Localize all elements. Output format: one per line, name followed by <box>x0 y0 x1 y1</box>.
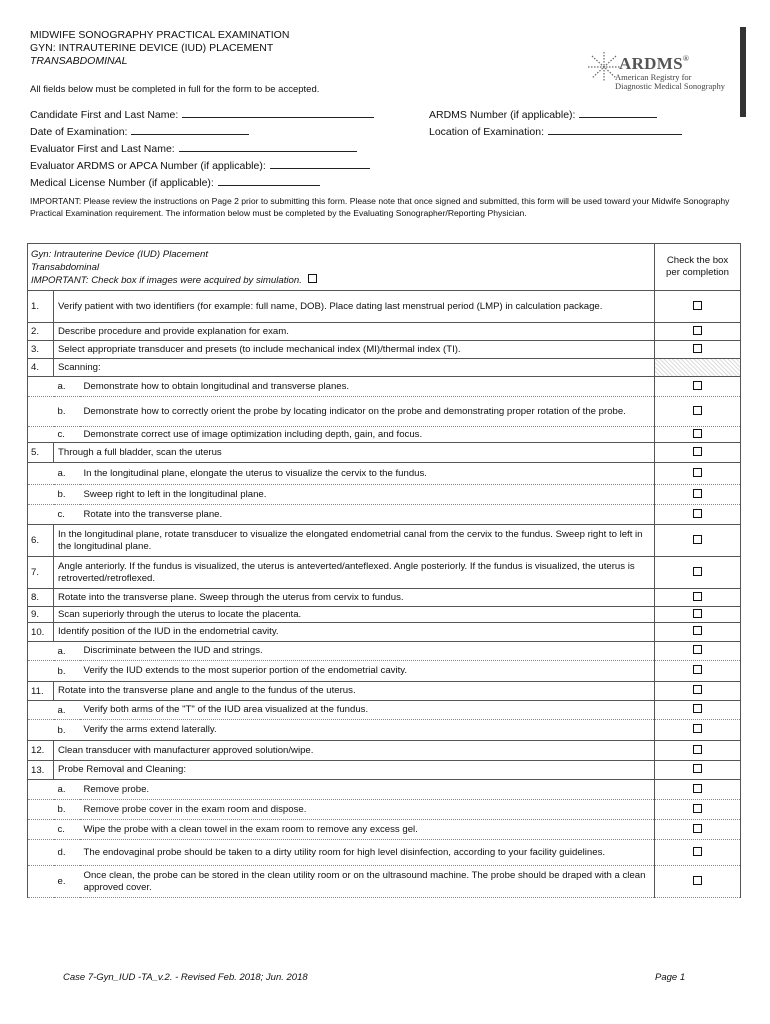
sub-step-letter: a. <box>54 377 80 397</box>
completion-checkbox[interactable] <box>693 509 702 518</box>
check-cell <box>655 443 741 463</box>
indent-cell <box>28 800 54 820</box>
sub-step-row <box>28 720 741 741</box>
step-row <box>28 323 741 341</box>
completion-checkbox[interactable] <box>693 685 702 694</box>
check-cell <box>655 701 741 720</box>
step-number: 8. <box>28 589 54 607</box>
indent-cell <box>28 505 54 525</box>
step-text: Probe Removal and Cleaning: <box>54 761 655 780</box>
sub-step-letter: c. <box>54 820 80 840</box>
step-number: 5. <box>28 443 54 463</box>
sub-step-row <box>28 780 741 800</box>
check-cell <box>655 485 741 505</box>
simulation-checkbox[interactable] <box>308 274 317 283</box>
completion-checkbox[interactable] <box>693 326 702 335</box>
step-row <box>28 761 741 780</box>
sub-step-text: Wipe the probe with a clean towel in the exam room to remove any excess gel. <box>80 820 655 840</box>
completion-checkbox[interactable] <box>693 704 702 713</box>
step-row <box>28 525 741 557</box>
check-cell <box>655 377 741 397</box>
step-number: 4. <box>28 359 54 377</box>
completion-checkbox[interactable] <box>693 381 702 390</box>
indent-cell <box>28 397 54 427</box>
sub-step-row <box>28 397 741 427</box>
check-cell <box>655 291 741 323</box>
check-cell <box>655 800 741 820</box>
sub-step-letter: e. <box>54 866 80 898</box>
edge-bar <box>740 27 746 117</box>
indent-cell <box>28 485 54 505</box>
check-cell <box>655 341 741 359</box>
step-text: Describe procedure and provide explanation for exam. <box>54 323 655 341</box>
step-text: Verify patient with two identifiers (for example: full name, DOB). Place dating last menstrual period (LMP) in calculation package. <box>54 291 655 323</box>
indent-cell <box>28 377 54 397</box>
sub-step-row <box>28 505 741 525</box>
sub-step-row <box>28 485 741 505</box>
step-text: Scanning: <box>54 359 655 377</box>
sub-step-letter: a. <box>54 780 80 800</box>
step-row <box>28 589 741 607</box>
check-cell <box>655 463 741 485</box>
step-text: Angle anteriorly. If the fundus is visualized, the uterus is anteverted/anteflexed. Angle posteriorly. If the fundus is visualized, the uterus is retroverted/retroflexed. <box>54 557 655 589</box>
check-column-header: Check the box per completion <box>655 244 741 291</box>
sub-step-row <box>28 377 741 397</box>
check-cell <box>655 866 741 898</box>
completion-checkbox[interactable] <box>693 645 702 654</box>
sub-step-letter: c. <box>54 505 80 525</box>
step-number: 11. <box>28 682 54 701</box>
step-text: Select appropriate transducer and presets (to include mechanical index (MI)/thermal index (TI). <box>54 341 655 359</box>
completion-checkbox[interactable] <box>693 468 702 477</box>
step-text: Identify position of the IUD in the endometrial cavity. <box>54 623 655 642</box>
sub-step-text: Demonstrate how to obtain longitudinal and transverse planes. <box>80 377 655 397</box>
indent-cell <box>28 463 54 485</box>
logo-sub-1: American Registry for <box>615 72 692 82</box>
step-number: 7. <box>28 557 54 589</box>
page-number: Page 1 <box>655 972 686 983</box>
sub-step-text: Verify both arms of the "T" of the IUD area visualized at the fundus. <box>80 701 655 720</box>
sub-step-letter: b. <box>54 800 80 820</box>
indent-cell <box>28 661 54 682</box>
check-cell <box>655 505 741 525</box>
completion-checkbox[interactable] <box>693 489 702 498</box>
sub-step-row <box>28 642 741 661</box>
sub-step-row <box>28 840 741 866</box>
step-number: 10. <box>28 623 54 642</box>
logo-sub-2: Diagnostic Medical Sonography <box>615 81 726 91</box>
indent-cell <box>28 720 54 741</box>
license-field[interactable]: Medical License Number (if applicable): <box>30 175 320 189</box>
completion-checkbox[interactable] <box>693 406 702 415</box>
completion-checkbox[interactable] <box>693 724 702 733</box>
sub-step-text: Once clean, the probe can be stored in the clean utility room or on the ultrasound machine. The probe should be draped with a clean approved cover. <box>80 866 655 898</box>
sub-step-text: Demonstrate correct use of image optimization including depth, gain, and focus. <box>80 427 655 443</box>
step-text: Through a full bladder, scan the uterus <box>54 443 655 463</box>
simulation-note: IMPORTANT: Check box if images were acquired by simulation. <box>31 274 302 286</box>
step-text: Rotate into the transverse plane. Sweep through the uterus from cervix to fundus. <box>54 589 655 607</box>
sub-step-row <box>28 701 741 720</box>
sub-step-text: Sweep right to left in the longitudinal plane. <box>80 485 655 505</box>
step-number: 13. <box>28 761 54 780</box>
step-number: 12. <box>28 741 54 761</box>
check-cell <box>655 661 741 682</box>
procedure-checklist <box>27 243 741 898</box>
step-row <box>28 359 741 377</box>
indent-cell <box>28 780 54 800</box>
step-text: Rotate into the transverse plane and angle to the fundus of the uterus. <box>54 682 655 701</box>
sub-step-text: Verify the arms extend laterally. <box>80 720 655 741</box>
sub-step-text: Demonstrate how to correctly orient the probe by locating indicator on the probe and demonstrating proper rotation of the probe. <box>80 397 655 427</box>
check-cell <box>655 623 741 642</box>
indent-cell <box>28 642 54 661</box>
completion-checkbox[interactable] <box>693 804 702 813</box>
step-text: Clean transducer with manufacturer approved solution/wipe. <box>54 741 655 761</box>
completion-checkbox[interactable] <box>693 626 702 635</box>
check-cell <box>655 780 741 800</box>
sub-step-row <box>28 820 741 840</box>
sub-step-row <box>28 427 741 443</box>
check-cell <box>655 397 741 427</box>
sub-step-letter: b. <box>54 397 80 427</box>
footer-revision: Case 7-Gyn_IUD -TA_v.2. - Revised Feb. 2018; Jun. 2018 <box>63 972 308 983</box>
sub-step-text: Verify the IUD extends to the most superior portion of the endometrial cavity. <box>80 661 655 682</box>
step-number: 2. <box>28 323 54 341</box>
completion-checkbox[interactable] <box>693 344 702 353</box>
indent-cell <box>28 866 54 898</box>
check-cell-disabled <box>655 359 741 377</box>
step-row <box>28 291 741 323</box>
indent-cell <box>28 840 54 866</box>
location-field[interactable]: Location of Examination: <box>429 124 682 138</box>
evaluator-number-field[interactable]: Evaluator ARDMS or APCA Number (if applicable): <box>30 158 370 172</box>
indent-cell <box>28 427 54 443</box>
exam-title: MIDWIFE SONOGRAPHY PRACTICAL EXAMINATION <box>30 29 290 41</box>
table-heading-title: Gyn: Intrauterine Device (IUD) Placement <box>31 248 209 260</box>
step-number: 1. <box>28 291 54 323</box>
check-cell <box>655 741 741 761</box>
completion-checkbox[interactable] <box>693 535 702 544</box>
step-row <box>28 623 741 642</box>
check-cell <box>655 761 741 780</box>
step-row <box>28 741 741 761</box>
step-row <box>28 557 741 589</box>
table-heading-approach: Transabdominal <box>31 261 100 273</box>
sub-step-text: Remove probe cover in the exam room and dispose. <box>80 800 655 820</box>
indent-cell <box>28 701 54 720</box>
sub-step-row <box>28 866 741 898</box>
completion-checkbox[interactable] <box>693 824 702 833</box>
check-cell <box>655 840 741 866</box>
sub-step-letter: a. <box>54 463 80 485</box>
sub-step-text: The endovaginal probe should be taken to a dirty utility room for high level disinfection, according to your facility guidelines. <box>80 840 655 866</box>
step-text: In the longitudinal plane, rotate transducer to visualize the elongated endometrial canal from the cervix to the fundus. Sweep right to left in the longitudinal plane. <box>54 525 655 557</box>
date-field[interactable]: Date of Examination: <box>30 124 249 138</box>
sub-step-letter: d. <box>54 840 80 866</box>
step-row <box>28 607 741 623</box>
completion-checkbox[interactable] <box>693 876 702 885</box>
check-cell <box>655 525 741 557</box>
completion-checkbox[interactable] <box>693 847 702 856</box>
ardms-number-field[interactable]: ARDMS Number (if applicable): <box>429 107 657 121</box>
sub-step-row <box>28 463 741 485</box>
sub-step-text: In the longitudinal plane, elongate the uterus to visualize the cervix to the fundus. <box>80 463 655 485</box>
candidate-field[interactable]: Candidate First and Last Name: <box>30 107 374 121</box>
step-number: 3. <box>28 341 54 359</box>
logo-wordmark: ARDMS <box>619 54 683 73</box>
step-text: Scan superiorly through the uterus to locate the placenta. <box>54 607 655 623</box>
step-row <box>28 443 741 463</box>
table-heading <box>28 244 655 291</box>
completion-checkbox[interactable] <box>693 447 702 456</box>
completion-checkbox[interactable] <box>693 592 702 601</box>
sub-step-text: Discriminate between the IUD and strings. <box>80 642 655 661</box>
check-cell <box>655 427 741 443</box>
check-cell <box>655 720 741 741</box>
completion-checkbox[interactable] <box>693 429 702 438</box>
important-note: IMPORTANT: Please review the instructions on Page 2 prior to submitting this form. Please note that once signed and submitted, this form will be used toward your Midwife Sonography Practical Examination requirement. The information below must be completed by the Evaluating Sonographer/Reporting Physician. <box>30 196 730 218</box>
check-cell <box>655 642 741 661</box>
sub-step-row <box>28 661 741 682</box>
sub-step-letter: a. <box>54 701 80 720</box>
check-cell <box>655 323 741 341</box>
sub-step-letter: a. <box>54 642 80 661</box>
step-number: 9. <box>28 607 54 623</box>
completion-note: All fields below must be completed in full for the form to be accepted. <box>30 84 320 95</box>
check-cell <box>655 682 741 701</box>
step-number: 6. <box>28 525 54 557</box>
evaluator-name-field[interactable]: Evaluator First and Last Name: <box>30 141 357 155</box>
sub-step-letter: b. <box>54 720 80 741</box>
ardms-logo <box>585 50 745 98</box>
exam-approach: TRANSABDOMINAL <box>30 55 128 67</box>
sub-step-letter: b. <box>54 661 80 682</box>
completion-checkbox[interactable] <box>693 764 702 773</box>
completion-checkbox[interactable] <box>693 784 702 793</box>
indent-cell <box>28 820 54 840</box>
sub-step-row <box>28 800 741 820</box>
sub-step-letter: b. <box>54 485 80 505</box>
step-row <box>28 682 741 701</box>
step-row <box>28 341 741 359</box>
sub-step-text: Rotate into the transverse plane. <box>80 505 655 525</box>
completion-checkbox[interactable] <box>693 301 702 310</box>
completion-checkbox[interactable] <box>693 745 702 754</box>
exam-subtitle: GYN: INTRAUTERINE DEVICE (IUD) PLACEMENT <box>30 42 274 54</box>
completion-checkbox[interactable] <box>693 665 702 674</box>
sub-step-text: Remove probe. <box>80 780 655 800</box>
check-cell <box>655 820 741 840</box>
check-cell <box>655 589 741 607</box>
completion-checkbox[interactable] <box>693 609 702 618</box>
check-cell <box>655 557 741 589</box>
registered-mark: ® <box>682 54 690 63</box>
check-cell <box>655 607 741 623</box>
completion-checkbox[interactable] <box>693 567 702 576</box>
sub-step-letter: c. <box>54 427 80 443</box>
